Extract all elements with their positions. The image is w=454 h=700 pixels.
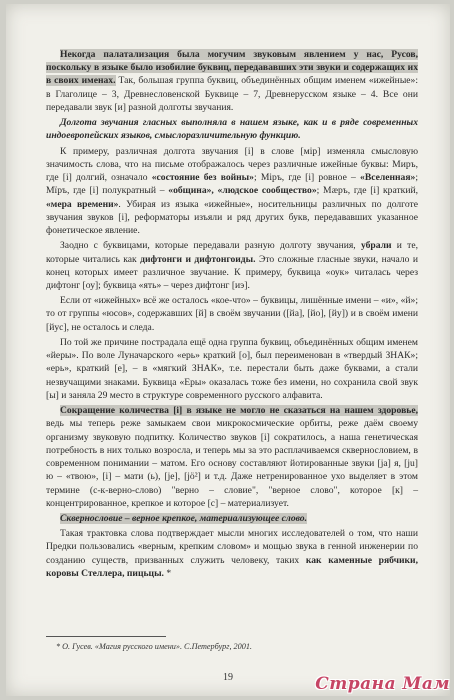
text-run: К примеру, различная долгота звучания [i] в слове [мiр] изменяла смысловую значимость слова, что на письме отображалось через различные ижейные буквы: Миръ, где [i] долгий, означало [46, 145, 418, 184]
site-watermark: Страна Мам [315, 674, 450, 694]
paragraph [46, 294, 418, 334]
text-run: . Убирая из языка «ижейные», носительницы различных по долготе звучания звуков [i], реформаторы изъяли и ряд других букв, передававших указанное фонетическое явление. [46, 198, 418, 237]
text-run: Если от «ижейных» всё же осталось «кое-что» – буквицы, лишённые имени – «и», «й»; то от группы «юсов», содержавших [й] в своём звучании ([йа], [йо], [йу]) и в своём имени [йус], не осталось и следа. [46, 295, 418, 333]
paragraph [46, 336, 418, 402]
text-run: ведь мы теперь реже замыкаем свои микрокосмические орбиты, реже даём своему организму звуковую подпитку. Количество звуков [i] сократилось, а наша генетическая потребность в них только возросла, и теперь мы за это расплачиваемся сквернословием, в современном понимании – матом. Его основу составляют йотированные звуки [ja] я, [ju] ю – «твою», [i] – мати (ь), [je], [jö²] и т.д. Даже нетренированное ухо выделяет в этом термине (с-к-верно-слово) "верно – словие", "верное слово", которое [к] – концентрированное, крепкое и которое [с] – материализует. [46, 418, 418, 509]
text-run: и те, которые читались как [46, 240, 418, 265]
text-run: Долгота звучания гласных выполняла в нашем языке, как и в ряде современных индоевропейских языков, смыслоразличительную функцию. [46, 117, 418, 142]
paragraph [46, 527, 418, 580]
page-body [46, 48, 418, 582]
paragraph [46, 116, 418, 142]
text-run: как каменные рябчики, коровы Стеллера, пицьцы. [46, 554, 418, 579]
paragraph [46, 48, 418, 114]
text-run: По той же причине пострадала ещё одна группа буквиц, объединённых общим именем «йеры». По воле Луначарского «ерь» краткий [о], был переименован в «твердый ЗНАК»; «ерь», краткий [е], – в «мягкий ЗНАК», т.е. перестали быть даже буквами, а стали незвучащими знаками. Буквица «Еры» оказалась тоже без имени, но сохранила свой звук [ы] и заняла 29 место в структуре современного русского алфавита. [46, 336, 418, 401]
paragraph [46, 145, 418, 238]
text-run: Сокращение количества [i] в языке не могло не сказаться на нашем здоровье, [60, 405, 418, 417]
text-run: Это сложные гласные звуки, начало и конец которых имеет различное звучание. К примеру, буквица «оук» читалась через дифтонг [оу]; буквица «ять» – через дифтонг [иэ]. [46, 253, 418, 291]
text-run: Такая трактовка слова подтверждает мысли многих исследователей о том, что наши Предки пользовались «верным, крепким словом» и мощью звука в генной инженерии по созданию существ, призванных служить человеку, таких [46, 528, 418, 566]
text-run: убрали [360, 240, 392, 252]
text-run: Сквернословие – верное крепкое, материализующее слово. [60, 512, 307, 524]
text-run: Заодно с буквицами, которые передавали разную долготу звучания, [60, 240, 361, 252]
text-run: ; Мiръ, где [i] ровное – [253, 172, 361, 184]
paragraph [46, 239, 418, 292]
footnote-divider [46, 636, 166, 637]
text-run: дифтонги и дифтонгоиды. [140, 253, 256, 265]
paragraph [46, 404, 418, 510]
text-run: «община», «людское сообщество» [168, 185, 317, 197]
book-page [6, 4, 450, 696]
text-run: «состояние без войны» [151, 172, 254, 184]
text-run: «Вселенная» [360, 172, 416, 184]
text-run: Некогда палатализация была могучим звуковым явлением у нас, Русов, поскольку в языке было изобилие буквиц, передававших эти звуки и содержащих их в своих именах. [46, 49, 418, 87]
text-run: ; Мæръ, где [i] краткий, [316, 185, 418, 197]
text-run: * [163, 567, 172, 579]
page-number: 19 [223, 672, 233, 683]
text-run: «мера времени» [46, 198, 119, 210]
text-run: ; Мïръ, где [i] полукратный – [46, 172, 418, 197]
footnote: * О. Гусев. «Магия русского имени». С.Петербург, 2001. [56, 642, 252, 651]
text-run: Так, большая группа буквиц, объединённых общим именем «ижейные»: в Глаголице – 3, Древнесловенской Буквице – 7, Древнерусском языке – 4. Все они передавали звук [и] разной долготы звучания. [46, 75, 418, 113]
paragraph [46, 512, 418, 525]
